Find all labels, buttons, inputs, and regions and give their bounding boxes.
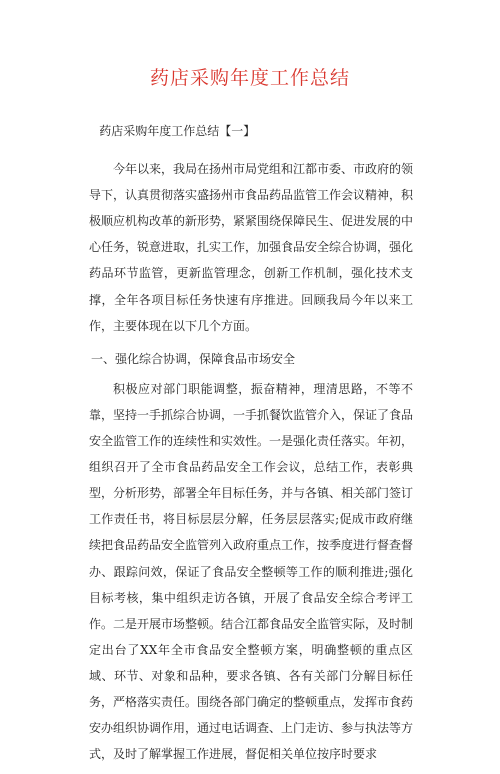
section-heading: 一、强化综合协调，保障食品市场安全 [91,351,296,366]
body-paragraph: 今年以来，我局在扬州市局党组和江都市委、市政府的领导下，认真贯彻落实盛扬州市食品药品监管工作会议精神，积极顺应机构改革的新形势，紧紧围绕保障民生、促进发展的中心任务，锐意进取，扎实工作，加强食品安全综合协调，强化药品环节监管，更新监管理念，创新工作机制，强化技术支撑，全年各项目标任务快速有序推进。回顾我局今年以来工作，主要体现在以下几个方面。 [89,162,414,333]
body-paragraph: 积极应对部门职能调整，振奋精神，理清思路，不等不靠，坚持一手抓综合协调，一手抓餐饮监管介入，保证了食品安全监管工作的连续性和实效性。一是强化责任落实。年初，组织召开了全市食品药品安全工作会议，总结工作，表彰典型，分析形势，部署全年目标任务，并与各镇、相关部门签订工作责任书，将目标层层分解，任务层层落实;促成市政府继续把食品药品安全监管列入政府重点工作，按季度进行督查督办、跟踪问效，保证了食品安全整顿等工作的顺利推进;强化目标考核，集中组织走访各镇，开展了食品安全综合考评工作。二是开展市场整顿。结合江都食品安全监管实际，及时制定出台了XX年全市食品安全整顿方案，明确整顿的重点区域、环节、对象和品种，要求各镇、各有关部门分解目标任务，严格落实责任。围绕各部门确定的整顿重点，发挥市食药安办组织协调作用，通过电话调查、上门走访、参与执法等方式，及时了解掌握工作进展，督促相关单位按序时要求 [89,381,414,762]
document-title: 药店采购年度工作总结 [149,67,350,89]
document-subtitle: 药店采购年度工作总结【一】 [99,124,256,138]
document-body [89,118,413,774]
